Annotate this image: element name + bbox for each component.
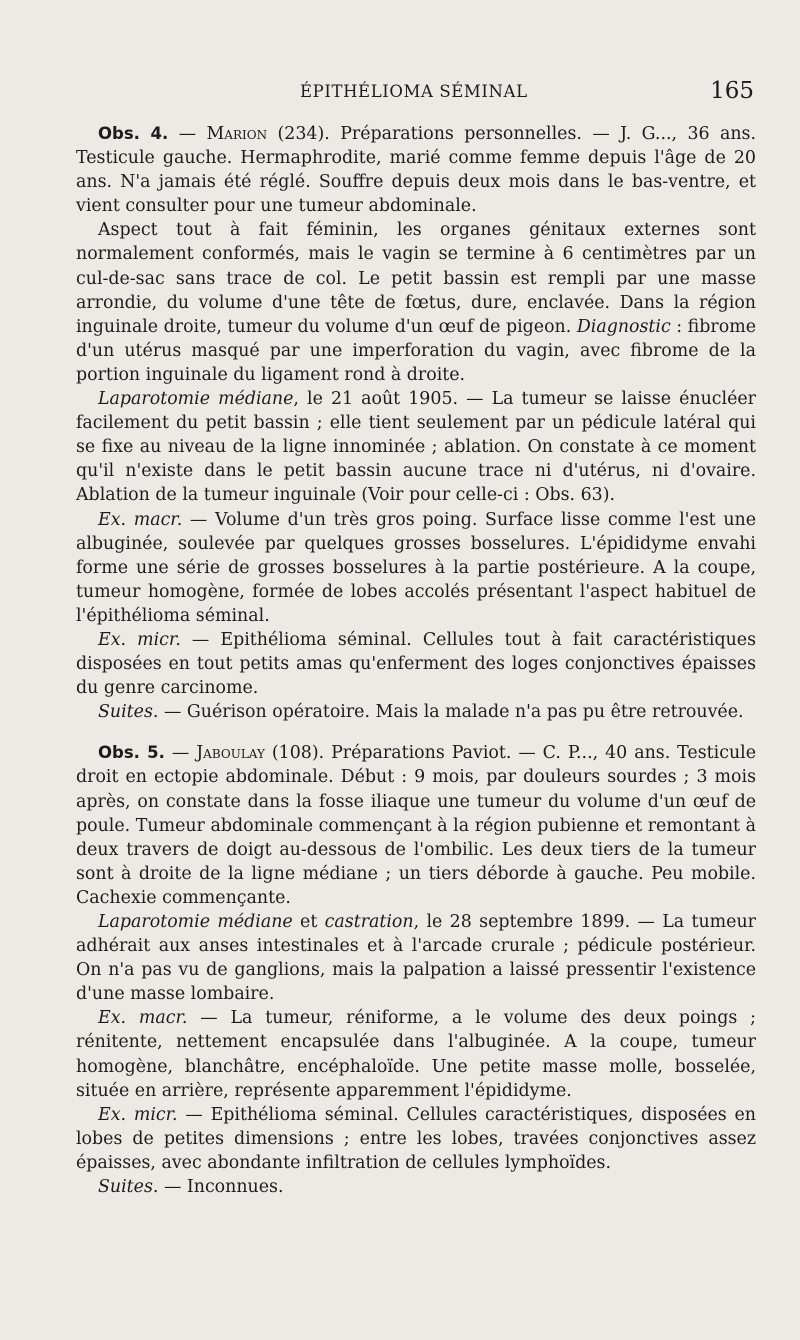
obs4-paragraph-4 — [76, 508, 756, 628]
obs4-diagnostic-text: : fibrome d'un utérus masqué par une imperforation du vagin, avec fibrome de la portion inguinale du ligament rond à droite. — [76, 316, 756, 385]
obs4-paragraph-1 — [76, 122, 756, 218]
obs5-suites-text: — Inconnues. — [158, 1177, 284, 1198]
obs4-intro-text: (234). Préparations personnelles. — J. G..., 36 ans. Testicule gauche. Hermaphrodite, marié comme femme depuis l'âge de 20 ans. N'a jamais été réglé. Souffre depuis deux mois dans le bas-ventre, et vient consulter pour une tumeur abdominale. — [76, 124, 756, 217]
obs5-paragraph-5 — [76, 1175, 756, 1199]
obs4-label: Obs. 4. — [98, 124, 169, 143]
obs4-aspect-text: Aspect tout à fait féminin, les organes génitaux externes sont normalement conformés, mais le vagin se termine à 6 centimètres par un cul-de-sac sans trace de col. Le petit bassin est rempli par une masse arrondie, du volume d'une tête de fœtus, dure, enclavée. Dans la région inguinale droite, tumeur du volume d'un œuf de pigeon. — [76, 220, 756, 337]
obs5-suites-label: Suites. — [98, 1177, 159, 1198]
obs4-paragraph-6 — [76, 700, 756, 724]
obs4-suites-text: — Guérison opératoire. Mais la malade n'a pas pu être retrouvée. — [158, 702, 744, 723]
page-header — [0, 78, 800, 108]
obs4-paragraph-2 — [76, 218, 756, 387]
page-body — [76, 122, 756, 1199]
obs5-castration-label: castration — [324, 912, 414, 932]
obs5-paragraph-2 — [76, 910, 756, 1006]
obs5-label: Obs. 5. — [98, 743, 165, 763]
obs4-paragraph-3 — [76, 387, 756, 507]
page-number: 165 — [710, 78, 754, 104]
obs5-ex-micr-label: Ex. micr. — [98, 1104, 178, 1125]
obs4-paragraph-5 — [76, 628, 756, 700]
obs5-ex-macr-text: — La tumeur, réniforme, a le volume des deux poings ; rénitente, nettement encapsulée dans l'albuginée. A la coupe, tumeur homogène, blanchâtre, encéphaloïde. Une petite masse molle, bosselée, située en arrière, représente apparemment l'épididyme. — [76, 1008, 756, 1101]
obs5-laparotomie-text: , le 28 septembre 1899. — La tumeur adhérait aux anses intestinales et à l'arcade crurale ; pédicule postérieur. On n'a pas vu de ganglions, mais la palpation a laissé pressentir l'existence d'une masse lombaire. — [76, 912, 756, 1005]
obs4-ex-macr-text: — Volume d'un très gros poing. Surface lisse comme l'est une albuginée, soulevée par quelques grosses bosselures. L'épididyme envahi forme une série de grosses bosselures à la partie postérieure. A la coupe, tumeur homogène, formée de lobes accolés présentant l'aspect habituel de l'épithélioma séminal. — [76, 509, 757, 626]
obs4-ex-macr-label: Ex. macr. — [98, 509, 183, 530]
obs4-author: Marion — [206, 124, 268, 144]
obs5-dash: — — [164, 743, 197, 764]
obs5-laparotomie-label: Laparotomie médiane — [98, 912, 293, 932]
running-title: ÉPITHÉLIOMA SÉMINAL — [300, 82, 528, 101]
obs5-paragraph-3 — [76, 1006, 756, 1102]
obs5-paragraph-1 — [76, 741, 756, 910]
obs4-dash: — — [168, 124, 207, 144]
obs5-intro-text: (108). Préparations Paviot. — C. P..., 40 ans. Testicule droit en ectopie abdominale. Début : 9 mois, par douleurs sourdes ; 3 mois après, on constate dans la fosse iliaque une tumeur du volume d'un œuf de poule. Tumeur abdominale commençant à la région pubienne et remontant à deux travers de doigt au-dessous de l'ombilic. Les deux tiers de la tumeur sont à droite de la ligne médiane ; un tiers déborde à gauche. Peu mobile. Cachexie commençante. — [76, 743, 756, 908]
obs4-diagnostic-label: Diagnostic — [576, 316, 671, 337]
obs5-author: Jaboulay — [196, 743, 265, 764]
obs5-ex-macr-label: Ex. macr. — [98, 1008, 188, 1029]
obs4-suites-label: Suites. — [98, 702, 159, 723]
obs4-laparotomie-label: Laparotomie médiane — [98, 389, 294, 410]
obs5-ex-micr-text: — Epithélioma séminal. Cellules caractéristiques, disposées en lobes de petites dimensions ; entre les lobes, travées conjonctives assez épaisses, avec abondante infiltration de cellules lymphoïdes. — [76, 1104, 757, 1173]
obs5-paragraph-4 — [76, 1103, 756, 1175]
obs5-et: et — [292, 912, 325, 932]
obs4-ex-micr-text: — Epithélioma séminal. Cellules tout à fait caractéristiques disposées en tout petits amas qu'enferment des loges conjonctives épaisses du genre carcinome. — [76, 629, 756, 699]
obs4-laparotomie-text: , le 21 août 1905. — La tumeur se laisse énucléer facilement du petit bassin ; elle tient seulement par un pédicule latéral qui se fixe au niveau de la ligne innominée ; ablation. On constate à ce moment qu'il n'existe dans le petit bassin aucune trace ni d'utérus, ni d'ovaire. Ablation de la tumeur inguinale (Voir pour celle-ci : Obs. 63). — [76, 389, 756, 506]
obs4-ex-micr-label: Ex. micr. — [98, 629, 181, 650]
